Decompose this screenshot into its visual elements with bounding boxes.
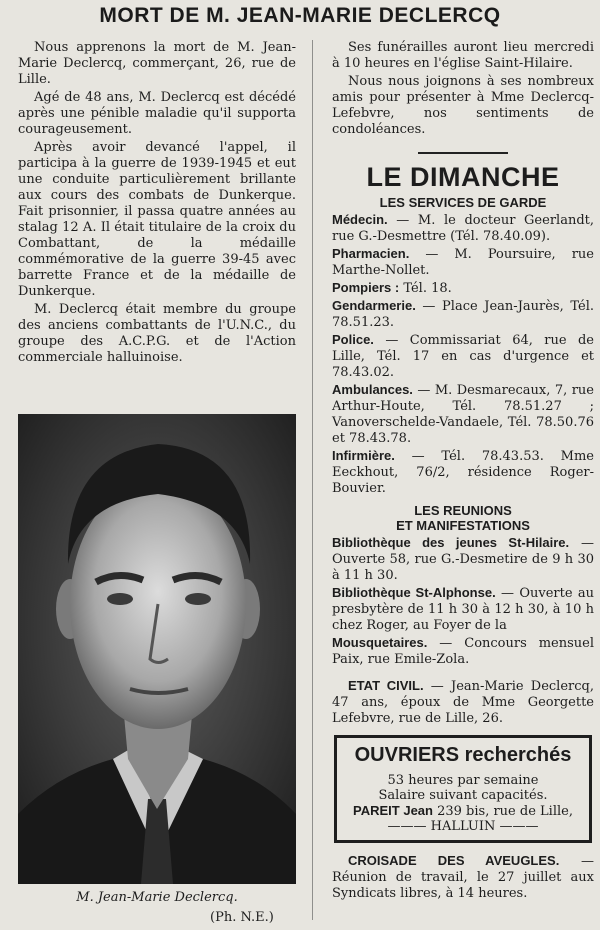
funeral-paragraph: Ses funérailles auront lieu mercredi à 10 heures en l'église Saint-Hilaire. xyxy=(332,40,594,71)
service-entry: Pompiers : Tél. 18. xyxy=(332,280,452,296)
etat-civil-entry: ETAT CIVIL. — Jean-Marie Declercq, 47 ans, époux de Mme Georgette Lefebvre, rue de Lille, 26. xyxy=(332,678,594,726)
reunions-list xyxy=(332,535,594,668)
obituary-paragraph-4: M. Declercq était membre du groupe des anciens combattants de l'U.N.C., du groupe des A.C.P.G. et de l'Action commerciale halluinoise. xyxy=(18,302,296,365)
services-heading: LES SERVICES DE GARDE xyxy=(379,195,547,210)
job-ad-box xyxy=(334,735,592,843)
column-divider xyxy=(312,40,313,920)
reunion-entry: Bibliothèque St-Alphonse. — Ouverte au presbytère de 11 h 30 à 12 h 30, à 10 h chez Roger, au Foyer de la xyxy=(332,585,594,633)
right-column xyxy=(332,40,594,902)
service-entry: Police. — Commissariat 64, rue de Lille, Tél. 17 en cas d'urgence et 78.43.02. xyxy=(332,332,594,380)
photo-credit: (Ph. N.E.) xyxy=(210,910,274,925)
reunion-entry: Mousquetaires. — Concours mensuel Paix, rue Emile-Zola. xyxy=(332,635,594,667)
condolences-paragraph: Nous nous joignons à ses nombreux amis pour présenter à Mme Declercq-Lefebvre, nos sentiments de condoléances. xyxy=(332,74,594,137)
article-headline: MORT DE M. JEAN-MARIE DECLERCQ xyxy=(99,4,501,27)
obituary-paragraph-2: Agé de 48 ans, M. Declercq est décédé après une pénible maladie qu'il supporta courageusement. xyxy=(18,90,296,137)
service-entry: Infirmière. — Tél. 78.43.53. Mme Eeckhout, 76/2, résidence Roger-Bouvier. xyxy=(332,448,594,496)
service-entry: Pharmacien. — M. Poursuire, rue Marthe-Nollet. xyxy=(332,246,594,278)
portrait-image xyxy=(18,414,296,884)
service-entry: Ambulances. — M. Desmarecaux, 7, rue Arthur-Houte, Tél. 78.51.27 ; Vanoverschelde-Vandaele, Tél. 78.50.76 et 78.43.78. xyxy=(332,382,594,446)
job-ad-city: ——— HALLUIN ——— xyxy=(387,819,539,834)
job-ad-contact: PAREIT Jean 239 bis, rue de Lille, xyxy=(353,803,573,819)
job-ad-hours: 53 heures par semaine xyxy=(387,773,539,788)
services-list xyxy=(332,212,594,497)
service-entry: Gendarmerie. — Place Jean-Jaurès, Tél. 78.51.23. xyxy=(332,298,594,330)
obituary-paragraph-1: Nous apprenons la mort de M. Jean-Marie Declercq, commerçant, 26, rue de Lille. xyxy=(18,40,296,87)
left-column xyxy=(18,40,296,366)
obituary-paragraph-3: Après avoir devancé l'appel, il participa à la guerre de 1939-1945 et eut une conduite particulièrement brillante aux cours des combats de Dunkerque. Fait prisonnier, il passa quatre années au stalag 12 A. Il était titulaire de la croix du Combattant, de la médaille commémorative de la guerre 39-45 avec barrette France et de la médaille de Dunkerque. xyxy=(18,140,296,299)
job-ad-salary: Salaire suivant capacités. xyxy=(378,788,548,803)
reunions-heading: LES REUNIONS ET MANIFESTATIONS xyxy=(396,503,530,533)
service-entry: Médecin. — M. le docteur Geerlandt, rue G.-Desmettre (Tél. 78.40.09). xyxy=(332,212,594,244)
portrait-photo xyxy=(18,414,296,884)
section-title: LE DIMANCHE xyxy=(366,162,560,192)
section-rule xyxy=(418,152,508,154)
reunion-entry: Bibliothèque des jeunes St-Hilaire. — Ouverte 58, rue G.-Desmetire de 9 h 30 à 11 h 30. xyxy=(332,535,594,583)
photo-caption: M. Jean-Marie Declercq. xyxy=(76,890,238,905)
job-ad-title: OUVRIERS recherchés xyxy=(354,744,572,766)
croisade-entry: CROISADE DES AVEUGLES. — Réunion de travail, le 27 juillet aux Syndicats libres, à 14 heures. xyxy=(332,853,594,901)
